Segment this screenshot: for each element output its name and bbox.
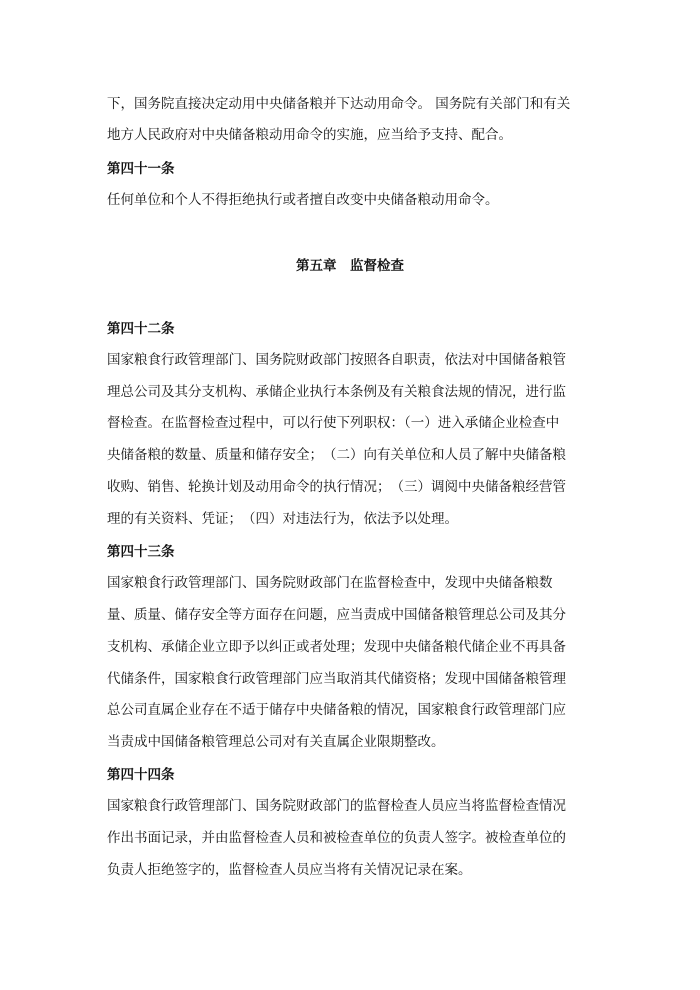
article-44-heading: 第四十四条 [107,767,175,783]
article-43-heading: 第四十三条 [107,544,175,560]
article-44-line-3: 负责人拒绝签字的，监督检查人员应当将有关情况记录在案。 [107,862,472,878]
article-41-heading: 第四十一条 [107,161,175,177]
article-44-line-2: 作出书面记录，并由监督检查人员和被检查单位的负责人签字。被检查单位的 [107,830,566,846]
article-42-line-4: 央储备粮的数量、质量和储存安全； （二）向有关单位和人员了解中央储备粮 [107,447,566,463]
intro-line-2: 地方人民政府对中央储备粮动用命令的实施，应当给予支持、配合。 [107,127,512,143]
intro-line-1: 下，国务院直接决定动用中央储备粮并下达动用命令。 国务院有关部门和有关 [107,96,571,112]
article-43-line-2: 量、质量、储存安全等方面存在问题，应当责成中国储备粮管理总公司及其分 [107,607,566,623]
article-42-line-5: 收购、销售、轮换计划及动用命令的执行情况； （三）调阅中央储备粮经营管 [107,479,566,495]
article-41-line-1: 任何单位和个人不得拒绝执行或者擅自改变中央储备粮动用命令。 [107,192,499,208]
article-43-line-5: 总公司直属企业存在不适于储存中央储备粮的情况，国家粮食行政管理部门应 [107,702,566,718]
chapter-title: 第五章 监督检查 [296,258,404,274]
article-43-line-1: 国家粮食行政管理部门、国务院财政部门在监督检查中，发现中央储备粮数 [107,575,553,591]
article-43-line-6: 当责成中国储备粮管理总公司对有关直属企业限期整改。 [107,734,445,750]
article-42-line-2: 理总公司及其分支机构、承储企业执行本条例及有关粮食法规的情况，进行监 [107,384,566,400]
article-43-line-3: 支机构、承储企业立即予以纠正或者处理；发现中央储备粮代储企业不再具备 [107,639,566,655]
article-43-line-4: 代储条件，国家粮食行政管理部门应当取消其代储资格；发现中国储备粮管理 [107,671,566,687]
article-44-line-1: 国家粮食行政管理部门、国务院财政部门的监督检查人员应当将监督检查情况 [107,798,566,814]
article-42-heading: 第四十二条 [107,321,175,337]
article-42-line-6: 理的有关资料、凭证； （四）对违法行为，依法予以处理。 [107,511,458,527]
article-42-line-3: 督检查。在监督检查过程中，可以行使下列职权：（一）进入承储企业检查中 [107,415,560,431]
article-42-line-1: 国家粮食行政管理部门、国务院财政部门按照各自职责，依法对中国储备粮管 [107,352,566,368]
